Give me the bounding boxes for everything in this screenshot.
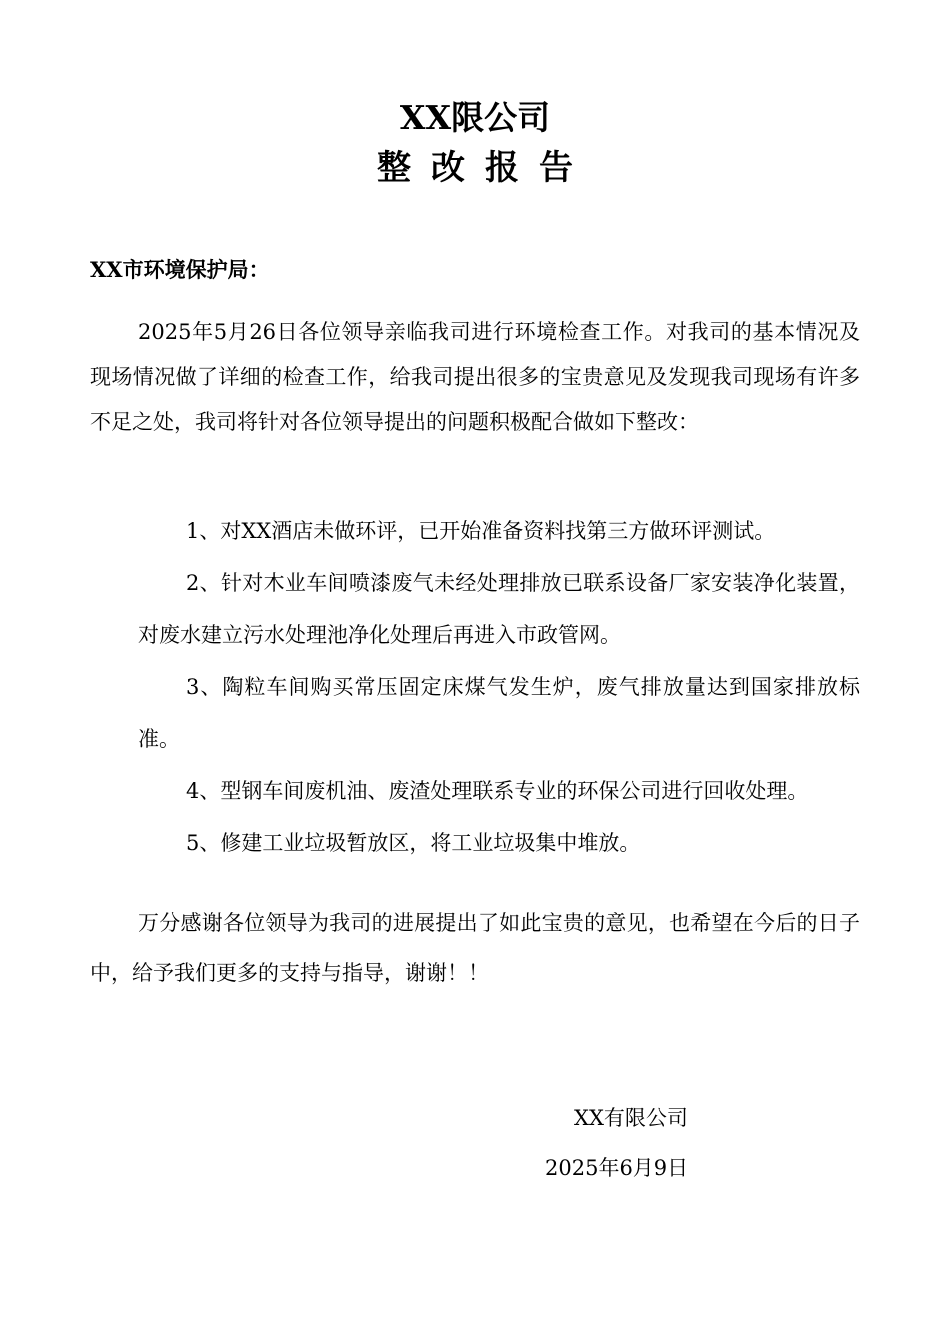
rectification-item: 4、型钢车间废机油、废渣处理联系专业的环保公司进行回收处理。 xyxy=(186,779,809,803)
signature-date: 2025年6月9日 xyxy=(545,1156,689,1180)
rectification-item: 1、对XX酒店未做环评，已开始准备资料找第三方做环评测试。 xyxy=(186,519,776,543)
closing-paragraph: 万分感谢各位领导为我司的进展提出了如此宝贵的意见，也希望在今后的日子中，给予我们更多的支持与指导，谢谢！！ xyxy=(90,911,860,985)
signature-company: XX有限公司 xyxy=(574,1106,688,1130)
rectification-item: 5、修建工业垃圾暂放区，将工业垃圾集中堆放。 xyxy=(186,831,641,855)
salutation: XX市环境保护局： xyxy=(90,257,270,282)
rectification-item: 3、陶粒车间购买常压固定床煤气发生炉，废气排放量达到国家排放标准。 xyxy=(138,675,860,751)
rectification-item: 2、针对木业车间喷漆废气未经处理排放已联系设备厂家安装净化装置，对废水建立污水处理池净化处理后再进入市政管网。 xyxy=(138,571,860,647)
rectification-list xyxy=(138,505,860,869)
document-company-title: XX限公司 xyxy=(399,98,551,137)
document-report-title: 整改报告 xyxy=(377,148,593,188)
intro-paragraph: 2025年5月26日各位领导亲临我司进行环境检查工作。对我司的基本情况及现场情况做了详细的检查工作，给我司提出很多的宝贵意见及发现我司现场有许多不足之处，我司将针对各位领导提出的问题积极配合做如下整改： xyxy=(90,320,860,434)
